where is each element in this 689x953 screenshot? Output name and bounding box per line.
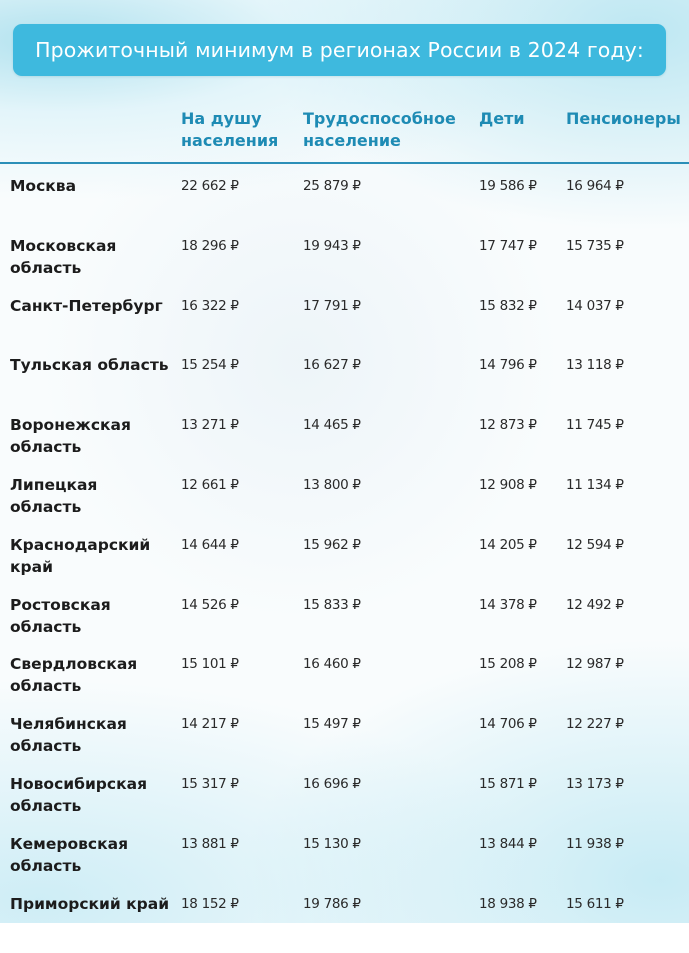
- region-name: Санкт-Петербург: [10, 296, 163, 315]
- region-name: Свердловская область: [10, 655, 138, 696]
- value-children: 14 378 ₽: [479, 596, 537, 613]
- title-banner: [13, 24, 666, 76]
- table-row: [0, 594, 689, 654]
- value-children: 15 208 ₽: [479, 656, 537, 673]
- region-name: Воронежская область: [10, 416, 131, 457]
- table-row: [0, 175, 689, 235]
- value-pensioners: 13 173 ₽: [566, 776, 624, 792]
- value-per-capita: 14 526 ₽: [181, 596, 239, 613]
- table-row: [0, 295, 689, 355]
- column-header-per-capita: На душу населения: [181, 109, 279, 150]
- value-working-population: 15 130 ₽: [303, 835, 361, 852]
- value-per-capita: 12 661 ₽: [181, 477, 239, 493]
- value-working-population: 15 962 ₽: [303, 536, 361, 553]
- region-name: Приморский край: [10, 894, 170, 913]
- value-children: 15 832 ₽: [479, 297, 537, 314]
- value-per-capita: 15 101 ₽: [181, 656, 239, 673]
- table-row: [0, 653, 689, 713]
- table-row: [0, 534, 689, 594]
- table-row: [0, 414, 689, 474]
- value-working-population: 16 696 ₽: [303, 776, 361, 792]
- value-per-capita: 22 662 ₽: [181, 178, 239, 194]
- value-working-population: 14 465 ₽: [303, 417, 361, 434]
- value-children: 14 205 ₽: [479, 536, 537, 553]
- value-children: 13 844 ₽: [479, 835, 537, 852]
- table-row: [0, 235, 689, 295]
- region-name: Ростовская область: [10, 595, 111, 636]
- value-pensioners: 13 118 ₽: [566, 357, 624, 374]
- value-pensioners: 11 134 ₽: [566, 477, 624, 493]
- value-per-capita: 14 217 ₽: [181, 716, 239, 733]
- value-pensioners: 16 964 ₽: [566, 178, 624, 194]
- table-header: [0, 108, 689, 162]
- value-pensioners: 12 987 ₽: [566, 656, 624, 673]
- region-name: Новосибирская область: [10, 775, 148, 815]
- value-per-capita: 15 254 ₽: [181, 357, 239, 374]
- value-children: 12 873 ₽: [479, 417, 537, 434]
- value-per-capita: 14 644 ₽: [181, 536, 239, 553]
- value-children: 12 908 ₽: [479, 477, 537, 493]
- region-name: Кемеровская область: [10, 834, 129, 875]
- page-title: Прожиточный минимум в регионах России в 2024 году:: [35, 38, 644, 62]
- table-row: [0, 354, 689, 414]
- value-pensioners: 11 745 ₽: [566, 417, 624, 434]
- value-pensioners: 12 492 ₽: [566, 596, 624, 613]
- table-row: [0, 833, 689, 893]
- value-per-capita: 13 881 ₽: [181, 835, 239, 852]
- table-row: [0, 713, 689, 773]
- region-name: Краснодарский край: [10, 535, 151, 576]
- value-working-population: 16 460 ₽: [303, 656, 361, 673]
- value-working-population: 13 800 ₽: [303, 477, 361, 493]
- value-children: 14 706 ₽: [479, 716, 537, 733]
- value-pensioners: 12 594 ₽: [566, 536, 624, 553]
- value-per-capita: 15 317 ₽: [181, 776, 239, 792]
- value-children: 14 796 ₽: [479, 357, 537, 374]
- region-name: Челябинская область: [10, 715, 127, 756]
- value-working-population: 15 497 ₽: [303, 716, 361, 733]
- value-per-capita: 16 322 ₽: [181, 297, 239, 314]
- region-name: Липецкая область: [10, 476, 98, 516]
- value-working-population: 17 791 ₽: [303, 297, 361, 314]
- column-header-working-population: Трудоспособное население: [303, 109, 456, 150]
- column-header-pensioners: Пенсионеры: [566, 109, 681, 128]
- value-per-capita: 18 152 ₽: [181, 895, 239, 912]
- value-pensioners: 15 735 ₽: [566, 237, 624, 254]
- value-working-population: 15 833 ₽: [303, 596, 361, 613]
- region-name: Тульская область: [10, 356, 169, 375]
- value-pensioners: 14 037 ₽: [566, 297, 624, 314]
- header-divider: [0, 162, 689, 164]
- value-working-population: 19 786 ₽: [303, 895, 361, 912]
- value-working-population: 25 879 ₽: [303, 178, 361, 194]
- value-working-population: 19 943 ₽: [303, 237, 361, 254]
- value-children: 17 747 ₽: [479, 237, 537, 254]
- column-header-children: Дети: [479, 109, 525, 128]
- value-children: 19 586 ₽: [479, 178, 537, 194]
- region-name: Москва: [10, 177, 77, 195]
- value-children: 18 938 ₽: [479, 895, 537, 912]
- value-per-capita: 18 296 ₽: [181, 237, 239, 254]
- value-per-capita: 13 271 ₽: [181, 417, 239, 434]
- table-row: [0, 474, 689, 534]
- table-row: [0, 773, 689, 833]
- value-pensioners: 11 938 ₽: [566, 835, 624, 852]
- region-name: Московская область: [10, 236, 117, 277]
- value-working-population: 16 627 ₽: [303, 357, 361, 374]
- value-children: 15 871 ₽: [479, 776, 537, 792]
- value-pensioners: 12 227 ₽: [566, 716, 624, 733]
- value-pensioners: 15 611 ₽: [566, 895, 624, 912]
